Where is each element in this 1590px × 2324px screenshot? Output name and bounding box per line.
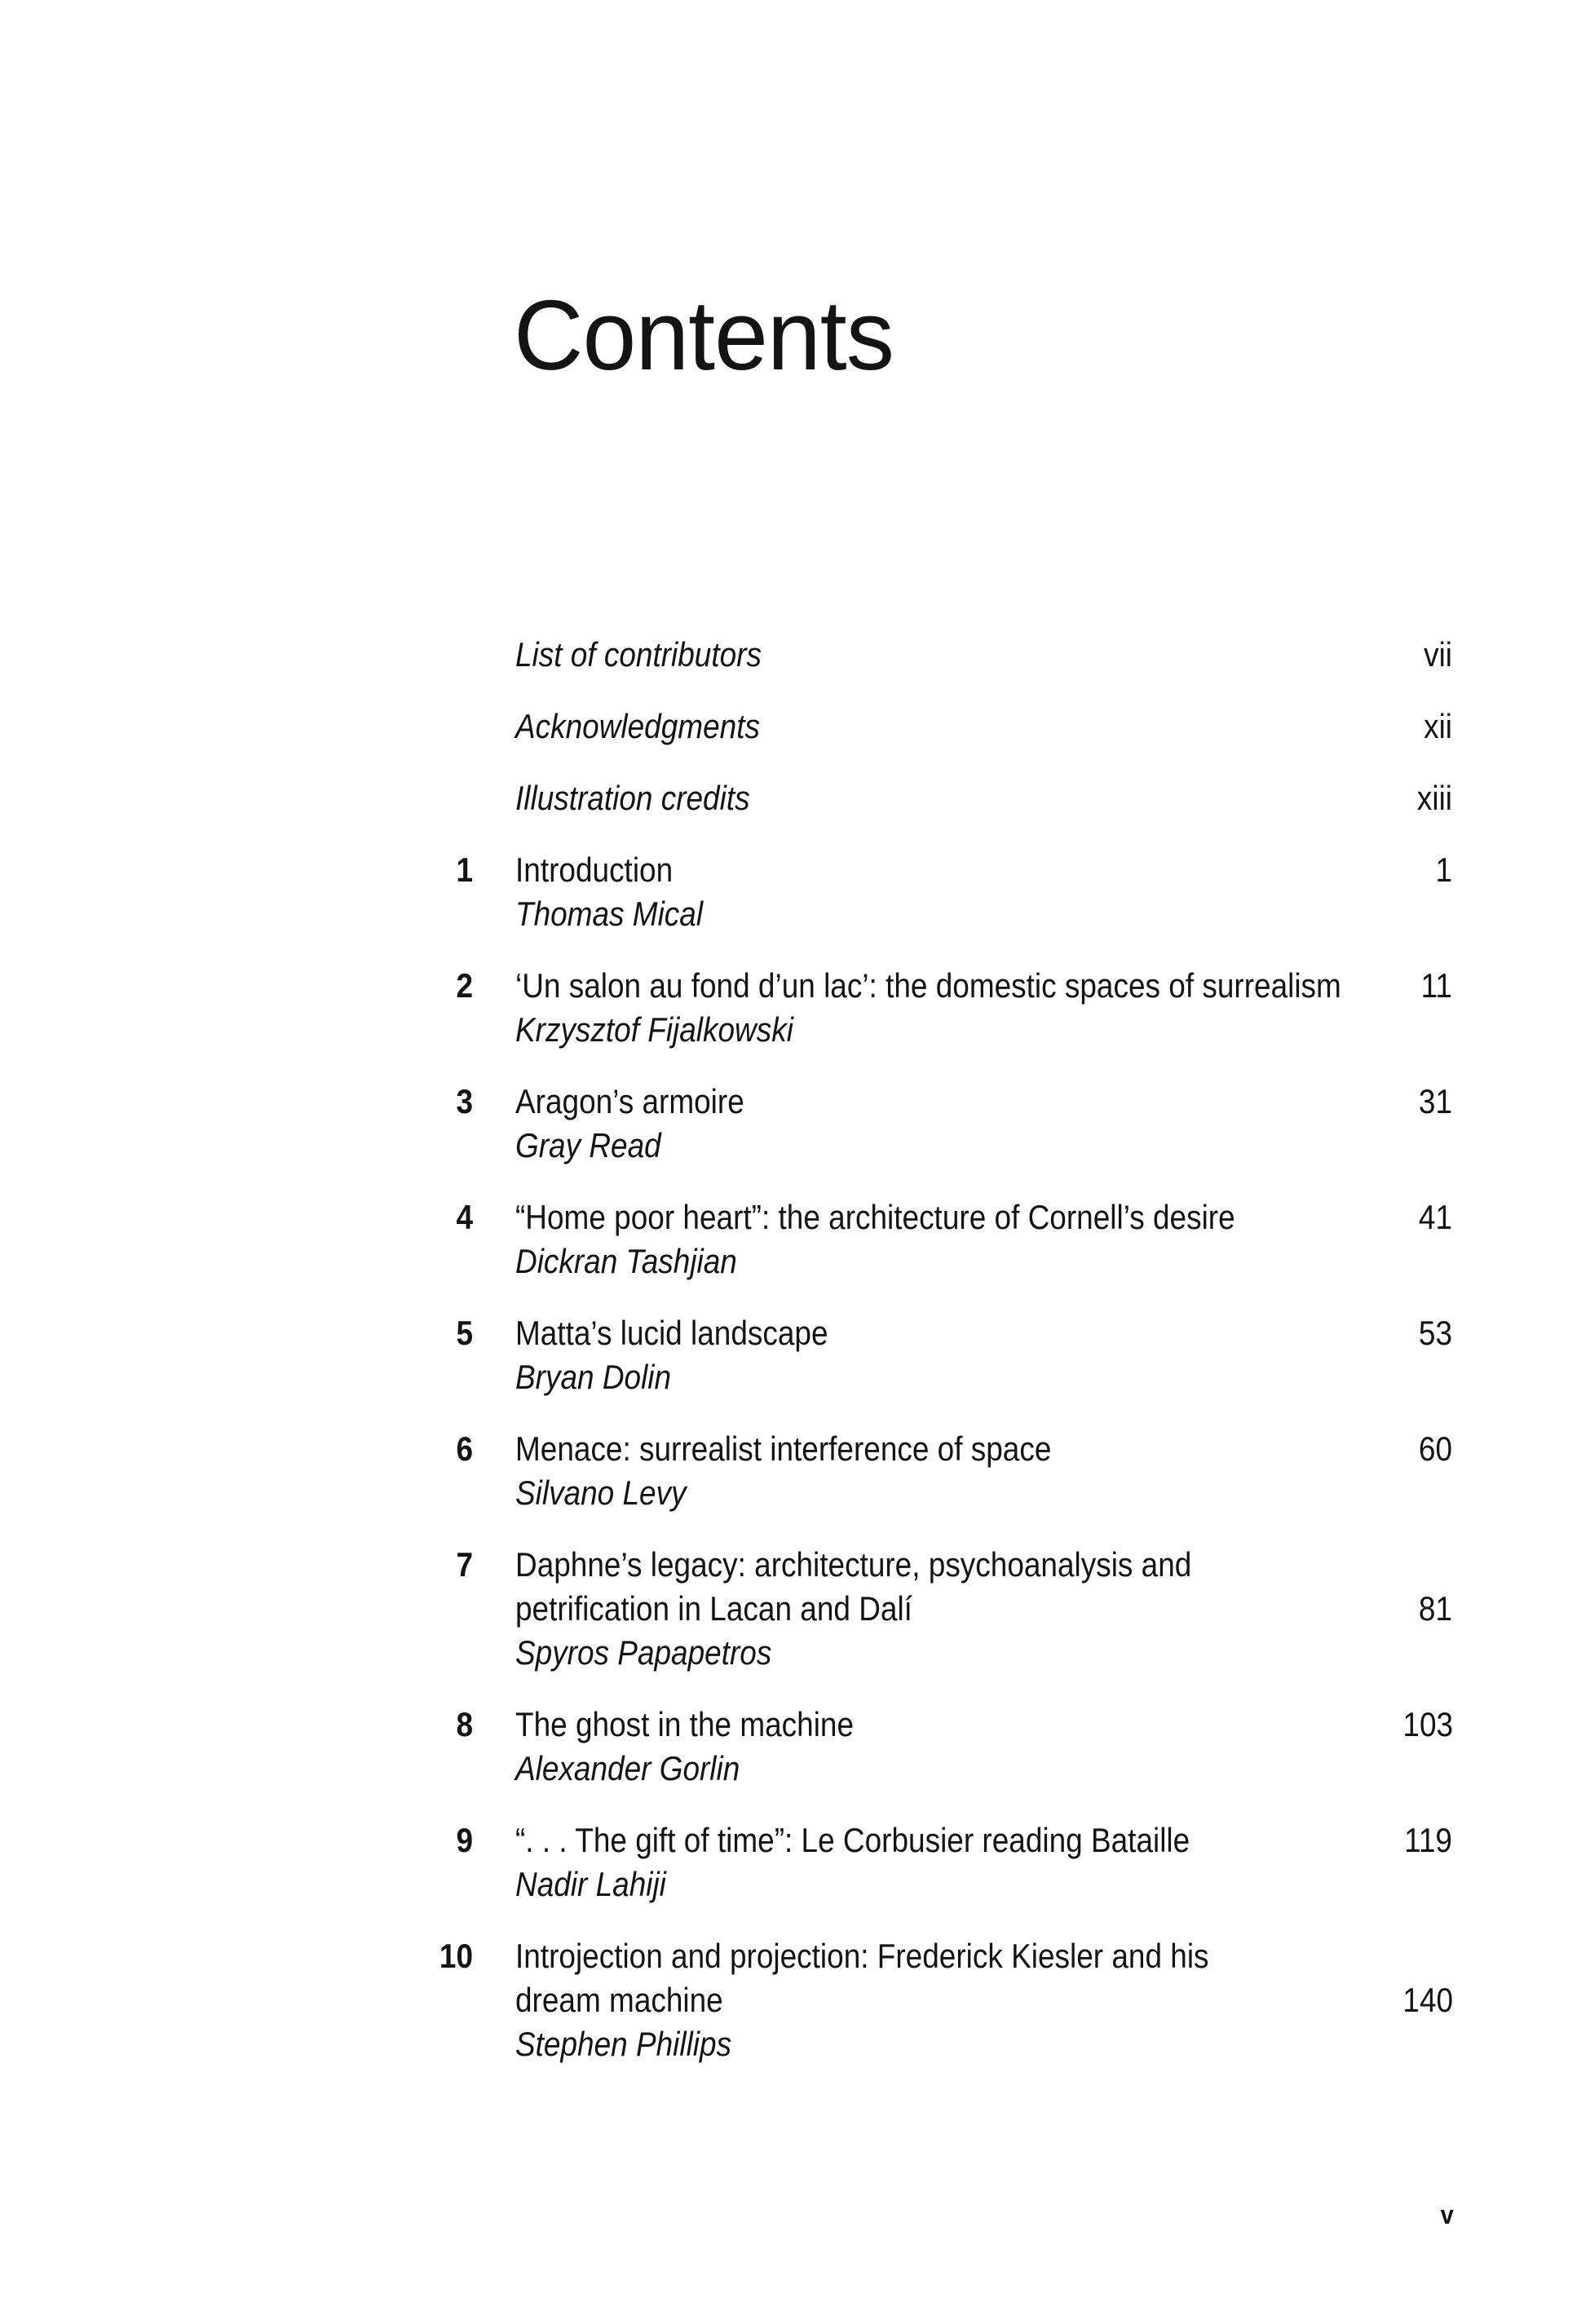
- chapter-number: [383, 1355, 473, 1399]
- toc-entry: [371, 705, 1452, 749]
- toc-row: [371, 1587, 1452, 1631]
- chapter-number: 10: [439, 1937, 473, 1975]
- author-name: Gray Read: [515, 1126, 661, 1164]
- toc-entry: [371, 1427, 1452, 1515]
- page-number: 53: [1418, 1314, 1452, 1352]
- chapter-number: 5: [456, 1314, 473, 1352]
- chapter-number: [383, 1239, 473, 1284]
- toc-entry: [371, 776, 1452, 820]
- chapter-number: 7: [456, 1545, 473, 1584]
- page-number: 31: [1418, 1082, 1452, 1120]
- page-number: [1402, 1471, 1452, 1515]
- chapter-number: [383, 705, 473, 749]
- chapter-number: 4: [456, 1198, 473, 1236]
- entry-title: Acknowledgments: [515, 707, 760, 745]
- page-number: 60: [1418, 1429, 1452, 1468]
- toc-row: [371, 1631, 1452, 1675]
- toc-row: [371, 1978, 1452, 2022]
- chapter-number: 6: [456, 1429, 473, 1468]
- toc-row: [371, 892, 1452, 936]
- page-number: [1402, 892, 1452, 936]
- folio-page-number: v: [1440, 2200, 1454, 2229]
- toc-row: [371, 1427, 1452, 1471]
- entry-title: Menace: surrealist interference of space: [515, 1429, 1052, 1468]
- author-name: Stephen Phillips: [515, 2025, 732, 2063]
- toc-row: [371, 1355, 1452, 1399]
- entry-title: “. . . The gift of time”: Le Corbusier reading Bataille: [515, 1821, 1190, 1859]
- entry-title: dream machine: [515, 1981, 723, 2019]
- entry-title: Matta’s lucid landscape: [515, 1314, 828, 1352]
- author-name: Krzysztof Fijalkowski: [515, 1010, 793, 1049]
- chapter-number: [383, 1008, 473, 1052]
- chapter-number: [383, 2022, 473, 2066]
- toc-row: [371, 964, 1452, 1008]
- page-number: 140: [1402, 1981, 1454, 2019]
- toc-entry: [371, 1934, 1452, 2066]
- toc-row: [371, 1934, 1452, 1978]
- entry-title: petrification in Lacan and Dalí: [515, 1589, 912, 1628]
- toc-entry: [371, 1703, 1452, 1791]
- page-number: [1402, 1239, 1452, 1284]
- entry-title: List of contributors: [515, 635, 762, 674]
- chapter-number: 3: [456, 1082, 473, 1120]
- chapter-number: [383, 776, 473, 820]
- toc-entry: [371, 1818, 1452, 1906]
- toc-entry: [371, 633, 1452, 677]
- page-number: vii: [1424, 635, 1452, 674]
- page-number: 81: [1418, 1589, 1452, 1628]
- page-number: xii: [1424, 707, 1452, 745]
- entry-title: ‘Un salon au fond d’un lac’: the domestic spaces of surrealism: [515, 966, 1341, 1005]
- entry-title: Introduction: [515, 851, 674, 889]
- toc-row: [371, 1124, 1452, 1168]
- page-number: 1: [1435, 851, 1452, 889]
- toc-row: [371, 2022, 1452, 2066]
- entry-title: Daphne’s legacy: architecture, psychoanalysis and: [515, 1545, 1192, 1584]
- toc-row: [371, 1239, 1452, 1284]
- author-name: Nadir Lahiji: [515, 1865, 666, 1903]
- toc-row: [371, 1471, 1452, 1515]
- page-number: [1402, 1543, 1452, 1587]
- page-number: [1402, 1934, 1452, 1978]
- entry-title: Aragon’s armoire: [515, 1082, 744, 1120]
- entry-title: “Home poor heart”: the architecture of Cornell’s desire: [515, 1198, 1235, 1236]
- toc-row: [371, 776, 1452, 820]
- entry-title: The ghost in the machine: [515, 1705, 855, 1743]
- chapter-number: [383, 1862, 473, 1906]
- page-number: xiii: [1416, 779, 1452, 817]
- toc-row: [371, 1862, 1452, 1906]
- page-number: [1402, 1862, 1452, 1906]
- page-number: [1402, 1747, 1452, 1791]
- toc-row: [371, 633, 1452, 677]
- toc-row: [371, 1543, 1452, 1587]
- chapter-number: [383, 1471, 473, 1515]
- author-name: Bryan Dolin: [515, 1358, 672, 1396]
- toc-row: [371, 705, 1452, 749]
- author-name: Dickran Tashjian: [515, 1242, 737, 1280]
- chapter-number: [383, 1747, 473, 1791]
- toc-entry: [371, 848, 1452, 936]
- toc-row: [371, 1818, 1452, 1862]
- author-name: Spyros Papapetros: [515, 1633, 772, 1672]
- toc-entry: [371, 1543, 1452, 1675]
- chapter-number: 2: [456, 966, 473, 1005]
- page-number: [1402, 1008, 1452, 1052]
- toc-list: [371, 633, 1452, 2094]
- toc-row: [371, 1008, 1452, 1052]
- chapter-number: [383, 1587, 473, 1631]
- chapter-number: [383, 1124, 473, 1168]
- chapter-number: [383, 1978, 473, 2022]
- author-name: Thomas Mical: [515, 895, 704, 933]
- toc-row: [371, 1703, 1452, 1747]
- toc-entry: [371, 1080, 1452, 1168]
- page-number: [1402, 1631, 1452, 1675]
- entry-title: Introjection and projection: Frederick Kiesler and his: [515, 1937, 1209, 1975]
- chapter-number: [383, 892, 473, 936]
- entry-title: Illustration credits: [515, 779, 750, 817]
- toc-row: [371, 1311, 1452, 1355]
- author-name: Silvano Levy: [515, 1473, 687, 1512]
- toc-entry: [371, 1195, 1452, 1284]
- toc-entry: [371, 1311, 1452, 1399]
- chapter-number: [383, 633, 473, 677]
- chapter-number: 8: [456, 1705, 473, 1743]
- page-number: 119: [1404, 1821, 1452, 1859]
- page-number: 103: [1402, 1705, 1454, 1743]
- toc-row: [371, 848, 1452, 892]
- toc-row: [371, 1080, 1452, 1124]
- author-name: Alexander Gorlin: [515, 1749, 740, 1787]
- page-number: 41: [1418, 1198, 1452, 1236]
- page-number: [1402, 1124, 1452, 1168]
- chapter-number: 9: [456, 1821, 473, 1859]
- chapter-number: 1: [456, 851, 473, 889]
- page-title: Contents: [514, 279, 894, 391]
- page-number: [1402, 2022, 1452, 2066]
- page-number: 11: [1420, 966, 1452, 1005]
- page-number: [1402, 1355, 1452, 1399]
- toc-row: [371, 1747, 1452, 1791]
- toc-entry: [371, 964, 1452, 1052]
- toc-row: [371, 1195, 1452, 1239]
- chapter-number: [383, 1631, 473, 1675]
